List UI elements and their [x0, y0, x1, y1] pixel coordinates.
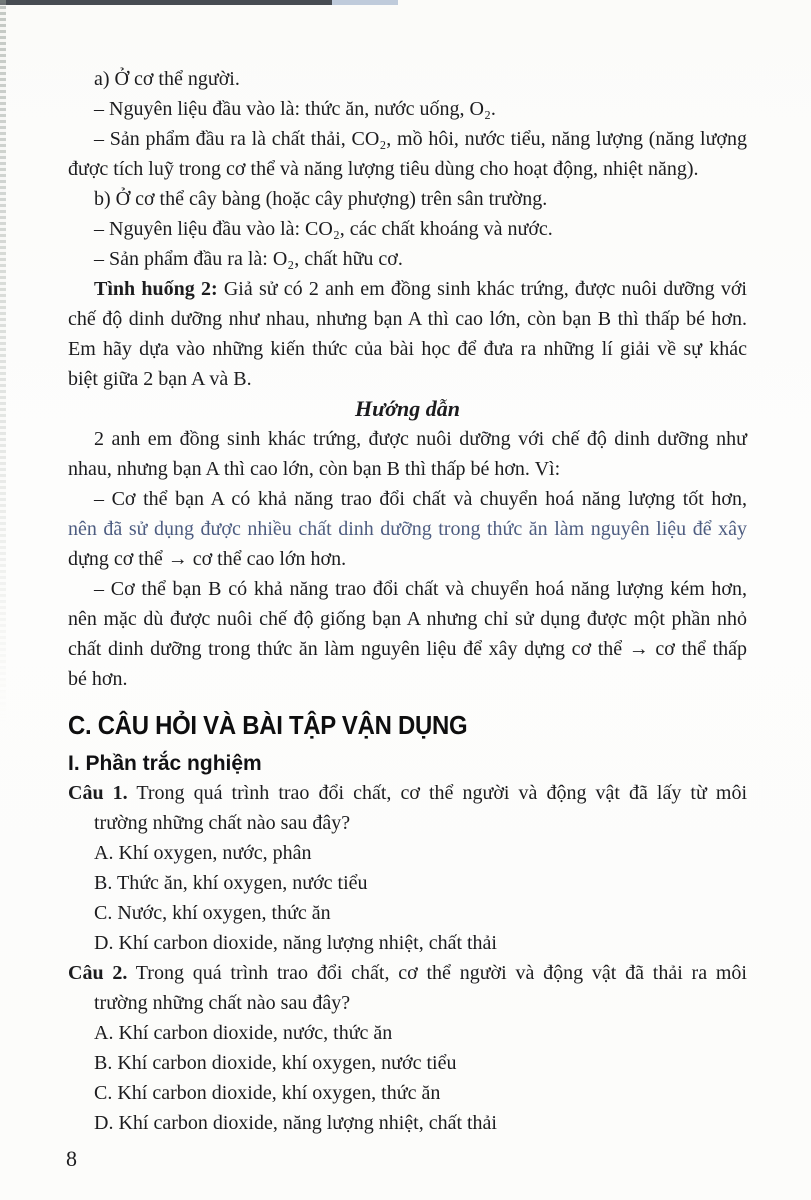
text-segment: trường những chất nào sau đây? — [94, 992, 351, 1014]
text-segment: nên mặc dù được nuôi chế độ giống bạn A nhưng chỉ sử dụng được một phần nhỏ — [68, 608, 747, 630]
scan-edge-top-dark — [0, 0, 332, 5]
text-line — [68, 244, 747, 274]
text-segment: I. Phần trắc nghiệm — [68, 752, 262, 775]
text-segment: bé hơn. — [68, 668, 128, 690]
q2-option-a — [68, 1018, 747, 1048]
q1-option-b — [68, 868, 747, 898]
text-segment: D. Khí carbon dioxide, năng lượng nhiệt, chất thải — [94, 932, 497, 954]
text-line — [68, 394, 747, 424]
question-2 — [68, 958, 747, 988]
text-line — [68, 664, 747, 694]
text-segment: D. Khí carbon dioxide, năng lượng nhiệt, chất thải — [94, 1112, 497, 1134]
text-line — [68, 514, 747, 544]
q1-option-c — [68, 898, 747, 928]
text-line — [68, 94, 747, 124]
text-segment: – Nguyên liệu đầu vào là: thức ăn, nước uống, O₂. — [94, 98, 496, 120]
text-segment: B. Thức ăn, khí oxygen, nước tiểu — [94, 872, 368, 894]
q2-option-b — [68, 1048, 747, 1078]
text-segment: dựng cơ thể → cơ thể cao lớn hơn. — [68, 548, 347, 570]
text-line — [68, 214, 747, 244]
text-segment: Trong quá trình trao đổi chất, cơ thể người và động vật đã lấy từ môi — [127, 782, 747, 804]
text-segment: Câu 2. — [68, 962, 128, 984]
text-segment: – Cơ thể bạn A có khả năng trao đổi chất và chuyển hoá năng lượng tốt hơn, — [94, 488, 747, 510]
text-line — [68, 304, 747, 334]
text-line — [68, 184, 747, 214]
text-segment: Tình huống 2: — [94, 278, 218, 300]
text-line — [68, 64, 747, 94]
text-line — [68, 274, 747, 304]
text-segment: 2 anh em đồng sinh khác trứng, được nuôi dưỡng với chế độ dinh dưỡng như — [94, 428, 747, 450]
text-segment: B. Khí carbon dioxide, khí oxygen, nước tiểu — [94, 1052, 457, 1074]
text-segment: nên đã sử dụng được nhiều chất dinh dưỡng trong thức ăn làm nguyên liệu để xây — [68, 518, 747, 540]
section-heading — [68, 706, 693, 744]
text-line — [68, 334, 747, 364]
text-segment: Giả sử có 2 anh em đồng sinh khác trứng, được nuôi dưỡng với — [217, 278, 747, 300]
text-segment: chất dinh dưỡng trong thức ăn làm nguyên liệu để xây dựng cơ thể → cơ thể thấp — [68, 638, 747, 660]
text-segment: C. Khí carbon dioxide, khí oxygen, thức ăn — [94, 1082, 441, 1104]
question-2-wrap — [68, 988, 747, 1018]
scan-edge-top-light — [332, 0, 398, 5]
text-segment: b) Ở cơ thể cây bàng (hoặc cây phượng) trên sân trường. — [94, 188, 548, 210]
subsection-heading — [68, 750, 747, 778]
text-segment: – Sản phẩm đầu ra là: O₂, chất hữu cơ. — [94, 248, 403, 270]
text-line — [68, 634, 747, 664]
q1-option-a — [68, 838, 747, 868]
text-segment: – Sản phẩm đầu ra là chất thải, CO₂, mồ hôi, nước tiểu, năng lượng (năng lượng — [94, 128, 747, 150]
text-segment: được tích luỹ trong cơ thể và năng lượng tiêu dùng cho hoạt động, nhiệt năng). — [68, 158, 699, 180]
text-line — [68, 154, 747, 184]
text-segment: C. Nước, khí oxygen, thức ăn — [94, 902, 331, 924]
text-segment: biệt giữa 2 bạn A và B. — [68, 368, 252, 390]
text-line — [68, 364, 747, 394]
text-segment: trường những chất nào sau đây? — [94, 812, 351, 834]
text-segment: A. Khí carbon dioxide, nước, thức ăn — [94, 1022, 393, 1044]
text-segment: A. Khí oxygen, nước, phân — [94, 842, 312, 864]
text-segment: Trong quá trình trao đổi chất, cơ thể người và động vật đã thải ra môi — [127, 962, 747, 984]
text-segment: a) Ở cơ thể người. — [94, 68, 240, 90]
scan-edge-left — [0, 0, 6, 760]
text-segment: – Nguyên liệu đầu vào là: CO₂, các chất khoáng và nước. — [94, 218, 553, 240]
text-segment: C. CÂU HỎI VÀ BÀI TẬP VẬN DỤNG — [68, 710, 468, 740]
text-segment: chế độ dinh dưỡng như nhau, nhưng bạn A thì cao lớn, còn bạn B thì thấp bé hơn. — [68, 308, 747, 330]
text-line — [68, 454, 747, 484]
text-segment: Hướng dẫn — [354, 396, 461, 421]
text-segment: nhau, nhưng bạn A thì cao lớn, còn bạn B thì thấp bé hơn. Vì: — [68, 458, 561, 480]
q1-option-d — [68, 928, 747, 958]
text-segment: Câu 1. — [68, 782, 128, 804]
q2-option-c — [68, 1078, 747, 1108]
text-line — [68, 604, 747, 634]
q2-option-d — [68, 1108, 747, 1138]
text-line — [68, 574, 747, 604]
text-line — [68, 424, 747, 454]
question-1 — [68, 778, 747, 808]
question-1-wrap — [68, 808, 747, 838]
page-content — [68, 64, 747, 1138]
text-segment: – Cơ thể bạn B có khả năng trao đổi chất và chuyển hoá năng lượng kém hơn, — [94, 578, 747, 600]
text-segment: Em hãy dựa vào những kiến thức của bài học để đưa ra những lí giải về sự khác — [68, 338, 747, 360]
text-line — [68, 544, 747, 574]
text-line — [68, 484, 747, 514]
page-number: 8 — [66, 1146, 77, 1171]
text-line — [68, 124, 747, 154]
